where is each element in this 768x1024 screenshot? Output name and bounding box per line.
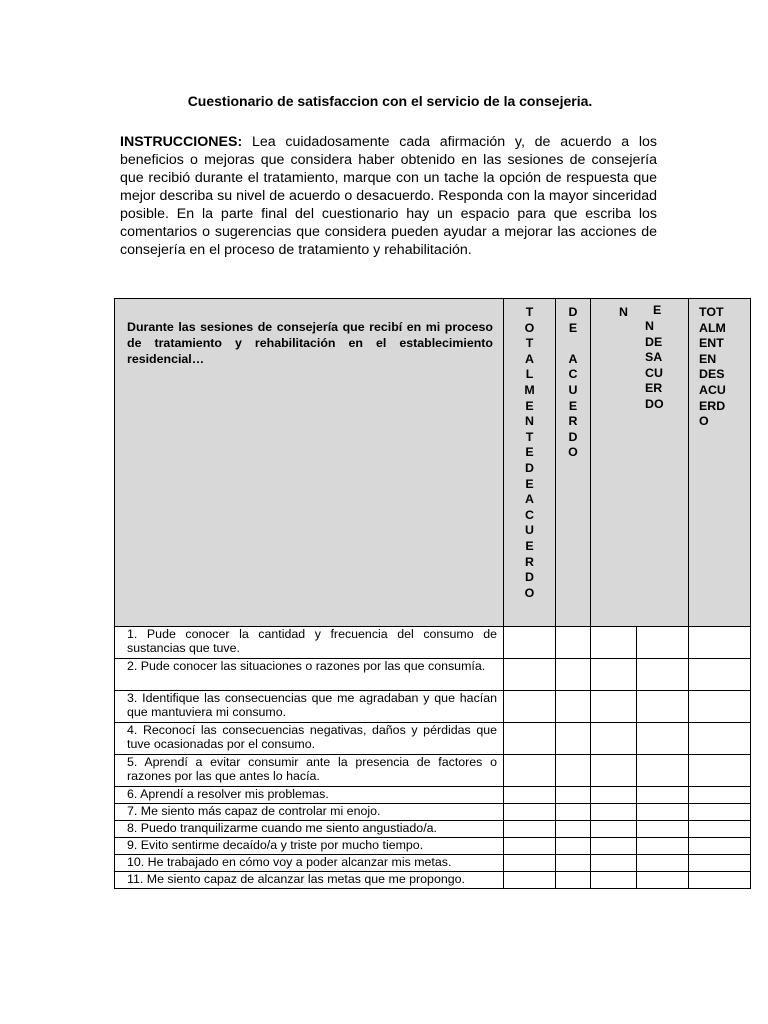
header-letter: R [525, 554, 534, 569]
instructions-label: INSTRUCCIONES: [120, 134, 243, 150]
answer-cell-en-desacuerdo-b[interactable] [637, 755, 689, 787]
answer-cell-en-desacuerdo-b[interactable] [637, 691, 689, 723]
answer-cell-de-acuerdo[interactable] [556, 872, 591, 889]
answer-cell-en-desacuerdo-a[interactable] [591, 872, 637, 889]
header-letter: M [524, 382, 535, 397]
question-text: 3. Identifique las consecuencias que me agradaban y que hacían que mantuviera mi consumo. [115, 691, 504, 723]
instructions-text: Lea cuidadosamente cada afirmación y, de acuerdo a los beneficios o mejoras que considera haber obtenido en las sesiones de consejería que recibió durante el tratamiento, marque con un tache la opción de respuesta que mejor describa su nivel de acuerdo o desacuerdo. Responda con la mayor sinceridad posible. En la parte final del cuestionario hay un espacio para que escriba los comentarios o sugerencias que considera pueden ayudar a mejorar las acciones de consejería en el proceso de tratamiento y rehabilitación. [120, 134, 657, 258]
answer-cell-en-desacuerdo-a[interactable] [591, 804, 637, 821]
header-letter: A [525, 351, 534, 366]
header-letter: D [568, 305, 578, 319]
answer-cell-de-acuerdo[interactable] [556, 838, 591, 855]
header-letter: DES [699, 367, 725, 382]
header-en-desacuerdo [591, 299, 689, 627]
header-letter: ERD [699, 398, 726, 413]
header-letter: T [525, 305, 534, 319]
table-row [115, 804, 751, 821]
answer-cell-totalmente-desacuerdo[interactable] [689, 804, 751, 821]
header-letter: L [525, 367, 534, 382]
header-en-desacuerdo-e: E [653, 303, 662, 317]
answer-cell-en-desacuerdo-a[interactable] [591, 821, 637, 838]
answer-cell-de-acuerdo[interactable] [556, 723, 591, 755]
answer-cell-en-desacuerdo-b[interactable] [637, 723, 689, 755]
header-letter: E [568, 320, 578, 335]
answer-cell-totalmente-desacuerdo[interactable] [689, 723, 751, 755]
answer-cell-totalmente-de-acuerdo[interactable] [504, 723, 556, 755]
header-totalmente-desacuerdo [689, 299, 751, 627]
header-letter: C [568, 367, 578, 382]
answer-cell-totalmente-desacuerdo[interactable] [689, 855, 751, 872]
header-letter: U [568, 382, 578, 397]
answer-cell-totalmente-desacuerdo[interactable] [689, 872, 751, 889]
header-letter: O [699, 414, 709, 429]
answer-cell-totalmente-de-acuerdo[interactable] [504, 691, 556, 723]
header-letter: O [568, 445, 578, 460]
header-letter: ACU [699, 382, 726, 397]
header-de-acuerdo [556, 299, 591, 627]
table-row [115, 838, 751, 855]
answer-cell-en-desacuerdo-a[interactable] [591, 723, 637, 755]
answer-cell-de-acuerdo[interactable] [556, 627, 591, 659]
answer-cell-totalmente-de-acuerdo[interactable] [504, 787, 556, 804]
answer-cell-de-acuerdo[interactable] [556, 855, 591, 872]
header-letter: CU [645, 365, 663, 380]
questionnaire-table [114, 298, 751, 889]
answer-cell-en-desacuerdo-a[interactable] [591, 755, 637, 787]
question-text: 4. Reconocí las consecuencias negativas, daños y pérdidas que tuve ocasionadas por el consumo. [115, 723, 504, 755]
table-row [115, 659, 751, 691]
answer-cell-totalmente-de-acuerdo[interactable] [504, 804, 556, 821]
question-text: 10. He trabajado en cómo voy a poder alcanzar mis metas. [115, 855, 504, 872]
header-en-desacuerdo-lines [645, 319, 664, 413]
question-text: 2. Pude conocer las situaciones o razones por las que consumía. [115, 659, 504, 691]
question-text: 7. Me siento más capaz de controlar mi enojo. [115, 804, 504, 821]
answer-cell-en-desacuerdo-b[interactable] [637, 872, 689, 889]
header-letter: DO [645, 396, 664, 411]
header-letter: A [568, 351, 578, 366]
header-letter: ER [645, 381, 663, 396]
answer-cell-de-acuerdo[interactable] [556, 821, 591, 838]
answer-cell-totalmente-de-acuerdo[interactable] [504, 838, 556, 855]
header-letter: EN [699, 351, 717, 366]
header-letter: N [525, 414, 534, 429]
answer-cell-totalmente-de-acuerdo[interactable] [504, 659, 556, 691]
table-row [115, 723, 751, 755]
question-text: 8. Puedo tranquilizarme cuando me siento angustiado/a. [115, 821, 504, 838]
answer-cell-en-desacuerdo-b[interactable] [637, 821, 689, 838]
answer-cell-totalmente-de-acuerdo[interactable] [504, 821, 556, 838]
answer-cell-totalmente-de-acuerdo[interactable] [504, 872, 556, 889]
header-letter: T [525, 429, 534, 444]
question-text: 9. Evito sentirme decaído/a y triste por mucho tiempo. [115, 838, 504, 855]
header-letter: SA [645, 350, 663, 365]
header-letter: T [525, 336, 534, 351]
question-text: 11. Me siento capaz de alcanzar las metas que me propongo. [115, 872, 504, 889]
answer-cell-de-acuerdo[interactable] [556, 691, 591, 723]
header-letter: E [525, 476, 534, 491]
answer-cell-totalmente-de-acuerdo[interactable] [504, 627, 556, 659]
document-title: Cuestionario de satisfaccion con el servicio de la consejeria. [187, 93, 593, 109]
answer-cell-totalmente-desacuerdo[interactable] [689, 821, 751, 838]
question-text: 5. Aprendí a evitar consumir ante la presencia de factores o razones por las que antes lo hacía. [115, 755, 504, 787]
table-row [115, 855, 751, 872]
question-text: 6. Aprendí a resolver mis problemas. [115, 787, 504, 804]
answer-cell-en-desacuerdo-a[interactable] [591, 787, 637, 804]
answer-cell-en-desacuerdo-b[interactable] [637, 627, 689, 659]
header-letter: TOT [699, 305, 724, 319]
answer-cell-totalmente-desacuerdo[interactable] [689, 755, 751, 787]
answer-cell-totalmente-de-acuerdo[interactable] [504, 755, 556, 787]
table-row [115, 872, 751, 889]
answer-cell-en-desacuerdo-b[interactable] [637, 787, 689, 804]
instructions-paragraph [120, 133, 657, 259]
header-letter: O [524, 585, 535, 600]
answer-cell-totalmente-desacuerdo[interactable] [689, 787, 751, 804]
table-row [115, 787, 751, 804]
header-letter [556, 336, 590, 352]
header-letter: R [568, 414, 578, 429]
header-en-desacuerdo-n: N [619, 305, 628, 319]
answer-cell-totalmente-de-acuerdo[interactable] [504, 855, 556, 872]
header-letter: D [525, 570, 534, 585]
header-letter: O [524, 320, 535, 335]
header-letter: E [568, 398, 578, 413]
answer-cell-de-acuerdo[interactable] [556, 804, 591, 821]
table-row [115, 627, 751, 659]
header-question: Durante las sesiones de consejería que recibí en mi proceso de tratamiento y rehabilitación en el establecimiento residencial… [115, 299, 504, 627]
header-letter: A [525, 492, 534, 507]
header-letter: ENT [699, 336, 724, 351]
header-letter: ALM [699, 320, 726, 335]
answer-cell-de-acuerdo[interactable] [556, 659, 591, 691]
answer-cell-en-desacuerdo-a[interactable] [591, 627, 637, 659]
answer-cell-en-desacuerdo-a[interactable] [591, 855, 637, 872]
header-totalmente-de-acuerdo [504, 299, 556, 627]
table-row [115, 821, 751, 838]
answer-cell-totalmente-desacuerdo[interactable] [689, 627, 751, 659]
header-letter: U [525, 523, 534, 538]
answer-cell-en-desacuerdo-b[interactable] [637, 838, 689, 855]
header-letter: E [525, 445, 534, 460]
header-letter: E [525, 398, 534, 413]
answer-cell-en-desacuerdo-a[interactable] [591, 659, 637, 691]
table-row [115, 755, 751, 787]
answer-cell-en-desacuerdo-b[interactable] [637, 659, 689, 691]
header-letter: DE [645, 334, 663, 349]
answer-cell-totalmente-desacuerdo[interactable] [689, 659, 751, 691]
answer-cell-en-desacuerdo-a[interactable] [591, 691, 637, 723]
header-letter: D [568, 429, 578, 444]
header-letter: C [525, 507, 534, 522]
header-letter: E [525, 538, 534, 553]
answer-cell-en-desacuerdo-a[interactable] [591, 838, 637, 855]
answer-cell-de-acuerdo[interactable] [556, 787, 591, 804]
answer-cell-totalmente-desacuerdo[interactable] [689, 691, 751, 723]
answer-cell-en-desacuerdo-b[interactable] [637, 855, 689, 872]
answer-cell-totalmente-desacuerdo[interactable] [689, 838, 751, 855]
header-letter: D [525, 460, 534, 475]
header-letter: N [645, 319, 654, 333]
question-text: 1. Pude conocer la cantidad y frecuencia del consumo de sustancias que tuve. [115, 627, 504, 659]
table-row [115, 691, 751, 723]
answer-cell-de-acuerdo[interactable] [556, 755, 591, 787]
answer-cell-en-desacuerdo-b[interactable] [637, 804, 689, 821]
